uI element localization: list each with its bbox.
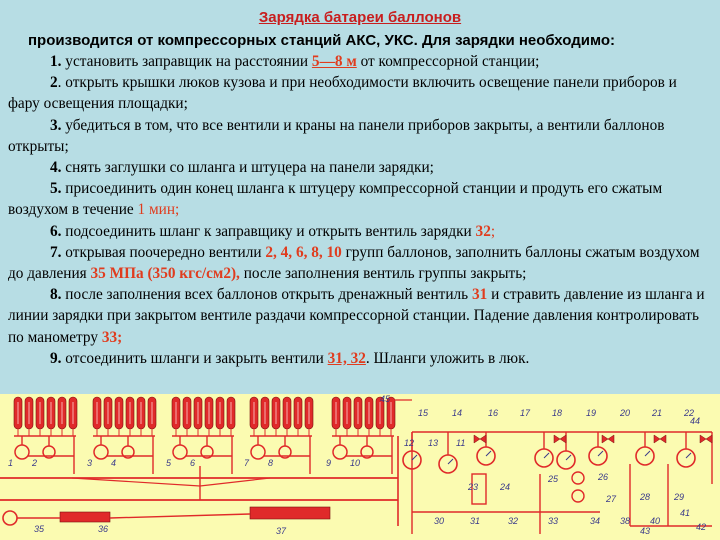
diagram-label: 42: [696, 522, 707, 532]
pipe-line: [200, 478, 270, 486]
filter: [572, 472, 584, 484]
step-9: 9. отсоединить шланги и закрыть вентили 31, 32. Шланги уложить в люк.: [50, 349, 530, 367]
valve: [333, 445, 347, 459]
diagram-label: 9: [326, 458, 332, 468]
diagram-label: 41: [680, 508, 691, 518]
diagram-label: 44: [690, 416, 701, 426]
diagram-label: 20: [620, 408, 631, 418]
diagram-label: 14: [452, 408, 463, 418]
diagram-label: 3: [87, 458, 93, 468]
gauge-needle: [598, 451, 603, 456]
gauge-needle: [412, 455, 417, 460]
step-5: 5. присоединить один конец шланга к штуцеру компрессорной станции и продуть его сжатым воздухом в течение 1 мин;: [8, 180, 663, 219]
diagram-label: 8: [268, 458, 274, 468]
diagram-label: 32: [508, 516, 519, 526]
step-1: 1. установить заправщик на расстоянии 5—8 м от компрессорной станции;: [50, 53, 540, 70]
pipe-line: [110, 514, 250, 518]
step-4: 4. снять заглушки со шланга и штуцера на панели зарядки;: [50, 159, 434, 177]
diagram-label: 35: [34, 524, 45, 534]
diagram-label: 5: [166, 458, 172, 468]
diagram-label: 33: [548, 516, 559, 526]
gauge-needle: [566, 455, 571, 460]
diagram-label: 24: [500, 482, 511, 492]
diagram-label: 45: [380, 394, 391, 404]
diagram-label: 4: [111, 458, 117, 468]
diagram-label: 6: [190, 458, 196, 468]
step-6: 6. подсоединить шланг к заправщику и открыть вентиль зарядки 32;: [50, 222, 496, 240]
valve-symbol: [602, 435, 614, 443]
valve: [94, 445, 108, 459]
valve-symbol: [554, 435, 566, 443]
diagram-label: 12: [404, 438, 415, 448]
valve: [15, 445, 29, 459]
diagram-label: 26: [598, 472, 609, 482]
valve: [251, 445, 265, 459]
valve-symbol: [700, 435, 712, 443]
diagram-label: 2: [32, 458, 38, 468]
gauge-needle: [448, 459, 453, 464]
diagram-label: 7: [244, 458, 250, 468]
diagram-label: 29: [674, 492, 685, 502]
scheme-svg: [0, 394, 720, 540]
pipe-line: [72, 478, 200, 486]
diagram-label: 28: [640, 492, 651, 502]
diagram-label: 17: [520, 408, 531, 418]
slide-title: Зарядка батареи баллонов: [258, 9, 462, 26]
diagram-label: 13: [428, 438, 439, 448]
valve: [173, 445, 187, 459]
step-8: 8. после заполнения всех баллонов открыть дренажный вентиль 31 и стравить давление из шланга и линии зарядки при закрытом вентиле раздачи компрессорной станции. Падение давления контролировать по манометру 33;: [8, 286, 705, 346]
hose: [250, 507, 330, 519]
gauge-needle: [486, 451, 491, 456]
step-3: 3. убедиться в том, что все вентили и краны на панели приборов закрыты, а вентили баллонов открыты;: [8, 116, 665, 155]
charging-scheme-diagram: [0, 394, 720, 540]
diagram-label: 27: [606, 494, 617, 504]
valve-symbol: [474, 435, 486, 443]
diagram-label: 16: [488, 408, 499, 418]
diagram-label: 18: [552, 408, 563, 418]
step-2: 2. открыть крышки люков кузова и при необходимости включить освещение панели приборов и фару освещения площадки;: [8, 74, 677, 113]
diagram-label: 1: [8, 458, 14, 468]
diagram-label: 31: [470, 516, 481, 526]
hose: [60, 512, 110, 522]
diagram-label: 34: [590, 516, 601, 526]
diagram-label: 10: [350, 458, 361, 468]
diagram-label: 23: [468, 482, 479, 492]
diagram-label: 21: [652, 408, 663, 418]
connector: [3, 511, 17, 525]
gauge-needle: [686, 453, 691, 458]
diagram-label: 25: [548, 474, 559, 484]
diagram-label: 43: [640, 526, 651, 536]
diagram-label: 36: [98, 524, 109, 534]
step-7: 7. открывая поочередно вентили 2, 4, 6, 8, 10 групп баллонов, заполнить баллоны сжатым воздухом до давления 35 МПа (350 кгс/см2), после заполнения вентиль группы закрыть;: [8, 243, 700, 283]
filter: [572, 490, 584, 502]
steps-list: [8, 51, 712, 369]
diagram-label: 30: [434, 516, 445, 526]
valve-symbol: [654, 435, 666, 443]
diagram-label: 37: [276, 526, 287, 536]
diagram-label: 38: [620, 516, 631, 526]
slide-subtitle: производится от компрессорных станций АКС, УКС. Для зарядки необходимо:: [28, 32, 616, 49]
diagram-label: 40: [650, 516, 661, 526]
gauge-needle: [544, 453, 549, 458]
diagram-label: 15: [418, 408, 429, 418]
gauge-needle: [645, 451, 650, 456]
diagram-label: 22: [684, 408, 695, 418]
diagram-label: 11: [456, 438, 466, 448]
diagram-label: 19: [586, 408, 597, 418]
